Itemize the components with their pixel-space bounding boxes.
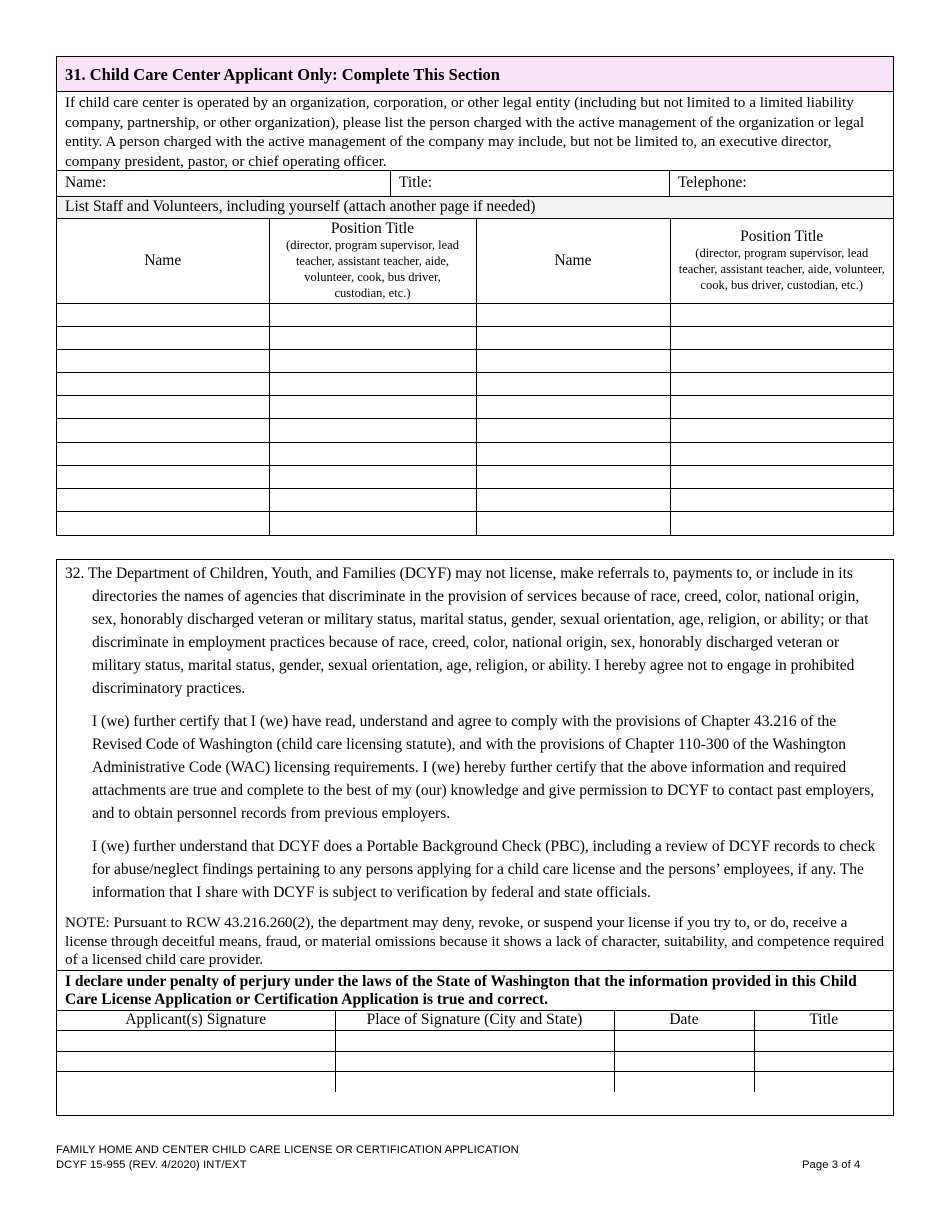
staff-name-cell[interactable] [57,303,269,326]
staff-name-cell[interactable] [476,442,670,465]
staff-row [57,326,893,349]
staff-position-cell[interactable] [269,442,476,465]
position-title-hint: (director, program supervisor, lead teacher, assistant teacher, aide, volunteer, cook, bus driver, custodian, etc.) [286,238,459,301]
manager-telephone-label: Telephone: [678,174,747,191]
signature-row [57,1072,893,1093]
staff-row [57,396,893,419]
staff-col-position-left [269,219,476,303]
staff-position-cell[interactable] [269,396,476,419]
staff-position-cell[interactable] [670,326,893,349]
place-cell[interactable] [335,1051,614,1072]
title-cell[interactable] [754,1051,893,1072]
staff-row [57,512,893,535]
staff-name-cell[interactable] [57,349,269,372]
manager-telephone-field[interactable] [670,171,893,196]
staff-name-cell[interactable] [57,442,269,465]
staff-row [57,442,893,465]
sig-col-date: Date [614,1010,754,1031]
staff-name-cell[interactable] [476,489,670,512]
sig-col-title: Title [754,1010,893,1031]
staff-name-cell[interactable] [57,465,269,488]
manager-title-field[interactable] [391,171,670,196]
staff-col-name-right: Name [476,219,670,303]
staff-position-cell[interactable] [269,489,476,512]
place-cell[interactable] [335,1031,614,1052]
staff-name-cell[interactable] [57,396,269,419]
section-31 [56,56,894,536]
staff-name-cell[interactable] [476,303,670,326]
date-cell[interactable] [614,1072,754,1093]
note-paragraph: NOTE: Pursuant to RCW 43.216.260(2), the department may deny, revoke, or suspend your license if you try to, or do, receive a license through deceitful means, fraud, or material omissions because it shows a lack of character, suitability, and competence required of a licensed child care provider. [65,914,885,968]
manager-name-label: Name: [65,174,107,191]
staff-name-cell[interactable] [57,419,269,442]
position-title-label: Position Title [740,228,824,246]
staff-position-cell[interactable] [269,512,476,535]
sig-col-signature: Applicant(s) Signature [57,1010,335,1031]
title-cell[interactable] [754,1031,893,1052]
staff-table [57,219,893,535]
staff-name-cell[interactable] [476,349,670,372]
staff-position-cell[interactable] [670,303,893,326]
staff-name-cell[interactable] [476,465,670,488]
staff-position-cell[interactable] [269,373,476,396]
staff-position-cell[interactable] [269,349,476,372]
staff-row [57,489,893,512]
staff-position-cell[interactable] [670,512,893,535]
staff-position-cell[interactable] [670,349,893,372]
perjury-declaration: I declare under penalty of perjury under the laws of the State of Washington that the information provided in this Child Care License Application or Certification Application is true and correct. [57,970,893,1010]
position-title-label: Position Title [330,220,415,238]
title-cell[interactable] [754,1072,893,1093]
staff-name-cell[interactable] [57,326,269,349]
background-check-paragraph: I (we) further understand that DCYF does a Portable Background Check (PBC), including a review of DCYF records to check for abuse/neglect findings pertaining to any persons applying for a child care license and the persons’ employees, if any. The information that I share with DCYF is subject to verification by federal and state officials. [92,838,876,901]
staff-name-cell[interactable] [57,489,269,512]
section-31-heading: 31. Child Care Center Applicant Only: Complete This Section [57,57,893,92]
signature-cell[interactable] [57,1072,335,1093]
section-31-intro: If child care center is operated by an organization, corporation, or other legal entity (including but not limited to a limited liability company, partnership, or other organization), please list the person charged with the active management of the organization or legal entity. A person charged with the active management of the company may include, but not be limited to, an executive director, company president, pastor, or chief operating officer. [57,92,893,171]
signature-cell[interactable] [57,1051,335,1072]
signature-table-header [57,1010,893,1031]
staff-name-cell[interactable] [57,373,269,396]
staff-name-cell[interactable] [476,512,670,535]
position-title-hint: (director, program supervisor, lead teacher, assistant teacher, aide, volunteer, cook, bus driver, custodian, etc.) [678,246,885,293]
staff-position-cell[interactable] [269,326,476,349]
manager-info-row [57,171,893,197]
section-32 [56,559,894,1116]
footer-page-number: Page 3 of 4 [802,1159,861,1171]
staff-col-position-right [670,219,893,303]
staff-row [57,373,893,396]
staff-position-cell[interactable] [269,465,476,488]
staff-position-cell[interactable] [670,442,893,465]
manager-name-field[interactable] [57,171,391,196]
staff-col-name-left: Name [57,219,269,303]
signature-row [57,1051,893,1072]
signature-row [57,1031,893,1052]
staff-name-cell[interactable] [476,396,670,419]
staff-row [57,419,893,442]
staff-position-cell[interactable] [670,419,893,442]
signature-table [57,1010,893,1093]
staff-position-cell[interactable] [670,489,893,512]
sig-col-place: Place of Signature (City and State) [335,1010,614,1031]
staff-row [57,303,893,326]
nondiscrimination-paragraph: 32. The Department of Children, Youth, and Families (DCYF) may not license, make referrals to, payments to, or include in its directories the names of agencies that discriminate in the provision of services because of race, creed, color, national origin, sex, honorably discharged veteran or military status, marital status, gender, sexual orientation, age, religion, or ability; or that discriminate in employment practices because of race, creed, color, national origin, sex, honorably discharged veteran or military status, marital status, gender, sexual orientation, age, religion, or ability. I hereby agree not to engage in prohibited discriminatory practices. [65,565,869,697]
date-cell[interactable] [614,1031,754,1052]
staff-name-cell[interactable] [57,512,269,535]
staff-table-header [57,219,893,303]
manager-title-label: Title: [399,174,433,191]
staff-position-cell[interactable] [269,419,476,442]
staff-position-cell[interactable] [670,465,893,488]
certification-paragraph: I (we) further certify that I (we) have read, understand and agree to comply with the provisions of Chapter 43.216 of the Revised Code of Washington (child care licensing statute), and with the provisions of Chapter 110-300 of the Washington Administrative Code (WAC) licensing requirements. I (we) hereby further certify that the above information and required attachments are true and complete to the best of my (our) knowledge and give permission to DCYF to contact past employers, and to obtain personnel records from previous employers. [92,713,875,822]
date-cell[interactable] [614,1051,754,1072]
place-cell[interactable] [335,1072,614,1093]
staff-row [57,465,893,488]
staff-position-cell[interactable] [670,373,893,396]
staff-list-heading: List Staff and Volunteers, including yourself (attach another page if needed) [57,197,893,219]
footer-form-title: FAMILY HOME AND CENTER CHILD CARE LICENSE OR CERTIFICATION APPLICATION [56,1144,519,1156]
signature-cell[interactable] [57,1031,335,1052]
staff-name-cell[interactable] [476,326,670,349]
staff-name-cell[interactable] [476,419,670,442]
section-32-body [57,562,893,970]
staff-row [57,349,893,372]
staff-position-cell[interactable] [269,303,476,326]
staff-position-cell[interactable] [670,396,893,419]
footer-form-number: DCYF 15-955 (REV. 4/2020) INT/EXT [56,1159,247,1171]
staff-name-cell[interactable] [476,373,670,396]
